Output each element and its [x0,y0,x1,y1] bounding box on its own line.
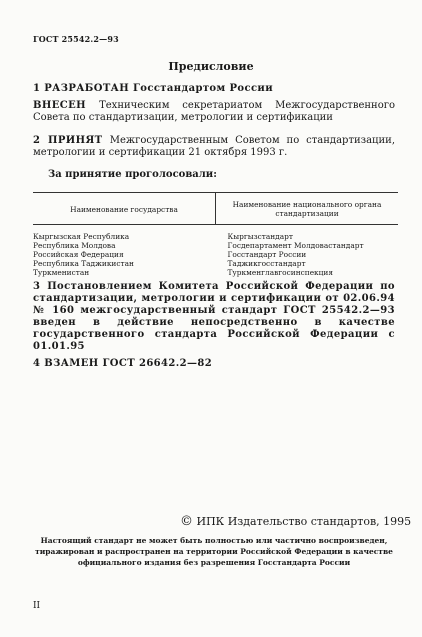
section-introduced-lead: ВНЕСЕН [33,100,86,111]
table-row [33,225,398,278]
column-header-state: Наименование государства [33,193,216,225]
section-1-lead: 1 РАЗРАБОТАН Госстандартом России [33,83,274,94]
voted-label: За принятие проголосовали: [48,169,217,180]
national-body-name: Госстандарт России [227,250,307,259]
national-body-name: Госдепартамент Молдовастандарт [227,241,364,250]
copyright-line [180,514,411,529]
section-introduced-text: Техническим секретариатом Межгосударственного Совета по стандартизации, метрологии и сертификации [33,100,395,123]
section-4-text: 4 ВЗАМЕН ГОСТ 26642.2—82 [33,358,213,369]
section-3 [33,281,395,353]
copyright-text: ИПК Издательство стандартов, 1995 [196,515,412,528]
section-2 [33,135,395,159]
section-2-lead: 2 ПРИНЯТ [33,135,103,146]
reproduction-notice: Настоящий стандарт не может быть полностью или частично воспроизведен, тиражирован и распространен на территории Российской Федерации в качестве официального издания без разрешения Госстандарта России [35,536,393,567]
section-introduced [33,100,395,124]
state-name: Туркменистан [33,268,90,277]
state-name: Российская Федерация [33,250,124,259]
section-1 [33,83,395,95]
national-body-name: Таджикгосстандарт [227,259,306,268]
section-4 [33,358,395,370]
national-body-name: Кыргызстандарт [227,232,293,241]
copyright-symbol: © [180,514,193,529]
state-name: Республика Молдова [33,241,116,250]
state-name: Республика Таджикистан [33,259,134,268]
state-name: Кыргызская Республика [33,232,130,241]
document-code: ГОСТ 25542.2—93 [33,34,119,44]
voting-table [33,192,398,277]
national-body-name: Туркменглавгосинспекция [227,268,334,277]
column-header-national-body: Наименование национального органа стандартизации [216,193,399,225]
section-2-text: Межгосударственным Советом по стандартизации, метрологии и сертификации 21 октября 1993 г. [33,135,395,158]
bodies-cell [216,225,399,278]
section-3-text: 3 Постановлением Комитета Российской Федерации по стандартизации, метрологии и сертификации от 02.06.94 № 160 межгосударственный стандарт ГОСТ 25542.2—93 введен в действие непосредственно в качестве государственного стандарта Российской Федерации с 01.01.95 [33,281,395,352]
states-cell [33,225,216,278]
table-header-row [33,193,398,225]
page-number: II [33,601,41,611]
page-title: Предисловие [168,60,254,73]
